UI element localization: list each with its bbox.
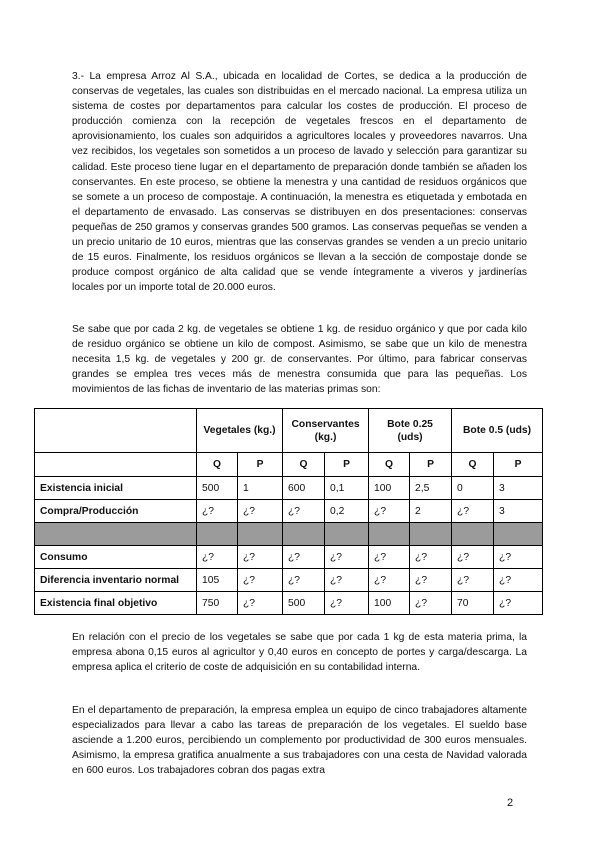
row-label: Diferencia inventario normal — [35, 569, 197, 592]
table-row-existencia-final — [35, 592, 543, 615]
table-cell: ¿? — [452, 500, 494, 523]
table-row-existencia-inicial — [35, 477, 543, 500]
separator-cell — [35, 523, 197, 546]
separator-cell — [283, 523, 325, 546]
table-cell: ¿? — [369, 500, 410, 523]
group-header-bote-025: Bote 0.25 (uds) — [369, 409, 452, 453]
table-header-subcolumns — [35, 453, 543, 477]
preparation-department-paragraph: En el departamento de preparación, la empresa emplea un equipo de cinco trabajadores altamente especializados para llevar a cabo las tareas de preparación de los vegetales. El sueldo base asciende a 1.200 euros, percibiendo un complemento por productividad de 300 euros mensuales. Asimismo, la empresa gratifica anualmente a sus trabajadores con una cesta de Navidad valorada en 600 euros. Los trabajadores cobran dos pagas extra — [72, 705, 527, 777]
table-row-diferencia-inventario — [35, 569, 543, 592]
group-header-vegetales: Vegetales (kg.) — [197, 409, 283, 453]
table-cell: ¿? — [452, 569, 494, 592]
subheader-cell: P — [494, 453, 543, 477]
table-cell: ¿? — [238, 569, 283, 592]
table-cell: ¿? — [369, 546, 410, 569]
table-cell: ¿? — [410, 546, 452, 569]
table-cell: 1 — [238, 477, 283, 500]
table-cell: ¿? — [325, 592, 369, 615]
table-cell: 70 — [452, 592, 494, 615]
table-cell: ¿? — [494, 569, 543, 592]
table-cell: ¿? — [369, 569, 410, 592]
separator-cell — [238, 523, 283, 546]
table-cell: 100 — [369, 592, 410, 615]
table-header-groups — [35, 409, 543, 453]
table-cell: 500 — [283, 592, 325, 615]
table-cell: ¿? — [238, 500, 283, 523]
conversion-rates-paragraph: Se sabe que por cada 2 kg. de vegetales se obtiene 1 kg. de residuo orgánico y que por cada kilo de residuo orgánico se obtiene un kilo de compost. Asimismo, se sabe que un kilo de menestra necesita 1,5 kg. de vegetales y 200 gr. de conservantes. Por último, para fabricar conservas grandes se emplea tres veces más de menestra consumida que para las pequeñas. Los movimientos de las fichas de inventario de las materias primas son: — [72, 324, 527, 396]
row-label: Consumo — [35, 546, 197, 569]
table-cell: 100 — [369, 477, 410, 500]
row-label: Existencia final objetivo — [35, 592, 197, 615]
row-label: Compra/Producción — [35, 500, 197, 523]
separator-cell — [410, 523, 452, 546]
table-cell: ¿? — [283, 546, 325, 569]
subheader-cell: P — [325, 453, 369, 477]
table-cell: ¿? — [238, 592, 283, 615]
separator-cell — [197, 523, 238, 546]
table-cell: 0,1 — [325, 477, 369, 500]
subheader-cell: P — [410, 453, 452, 477]
table-cell: 2 — [410, 500, 452, 523]
table-cell: 3 — [494, 477, 543, 500]
table-cell: ¿? — [197, 500, 238, 523]
table-cell: ¿? — [197, 546, 238, 569]
table-cell: 3 — [494, 500, 543, 523]
table-cell: ¿? — [410, 592, 452, 615]
table-cell: ¿? — [452, 546, 494, 569]
table-cell: ¿? — [325, 546, 369, 569]
subheader-cell: Q — [369, 453, 410, 477]
group-header-conservantes: Conservantes (kg.) — [283, 409, 369, 453]
table-cell: ¿? — [410, 569, 452, 592]
problem-statement-paragraph: 3.- La empresa Arroz Al S.A., ubicada en localidad de Cortes, se dedica a la producción de conservas de vegetales, las cuales son distribuidas en el mercado nacional. La empresa utiliza un sistema de costes por departamentos para calcular los costes de producción. El proceso de producción comienza con la recepción de vegetales frescos en el departamento de aprovisionamiento, los cuales son adquiridos a agricultores locales y proveedores navarros. Una vez recibidos, los vegetales son sometidos a un proceso de lavado y selección para garantizar su calidad. Este proceso tiene lugar en el departamento de preparación donde también se añaden los conservantes. En este proceso, se obtiene la menestra y una cantidad de residuos orgánicos que se somete a un proceso de compostaje. A continuación, la menestra es etiquetada y embotada en el departamento de envasado. Las conservas se distribuyen en dos presentaciones: conservas pequeñas de 250 gramos y conservas grandes 500 gramos. Las conservas pequeñas se venden a un precio unitario de 10 euros, mientras que las conservas grandes se venden a un precio unitario de 15 euros. Finalmente, los residuos orgánicos se llevan a la sección de compostaje donde se produce compost orgánico de alta calidad que se vende íntegramente a viveros y jardinerías locales por un importe total de 20.000 euros. — [72, 71, 527, 294]
separator-cell — [369, 523, 410, 546]
table-cell: ¿? — [325, 569, 369, 592]
subheader-cell: P — [238, 453, 283, 477]
row-label: Existencia inicial — [35, 477, 197, 500]
table-cell: 0 — [452, 477, 494, 500]
page-number: 2 — [507, 797, 514, 809]
table-corner-cell — [35, 453, 197, 477]
table-row-compra-produccion — [35, 500, 543, 523]
table-cell: 500 — [197, 477, 238, 500]
table-corner-cell — [35, 409, 197, 453]
group-header-bote-05: Bote 0.5 (uds) — [452, 409, 543, 453]
separator-cell — [452, 523, 494, 546]
separator-cell — [325, 523, 369, 546]
table-cell: ¿? — [494, 546, 543, 569]
table-cell: 750 — [197, 592, 238, 615]
table-row-consumo — [35, 546, 543, 569]
table-cell: ¿? — [238, 546, 283, 569]
inventory-table — [34, 408, 543, 615]
table-cell: ¿? — [494, 592, 543, 615]
table-cell: 0,2 — [325, 500, 369, 523]
subheader-cell: Q — [197, 453, 238, 477]
subheader-cell: Q — [283, 453, 325, 477]
table-cell: ¿? — [283, 500, 325, 523]
table-cell: 600 — [283, 477, 325, 500]
table-cell: 105 — [197, 569, 238, 592]
table-row-separator — [35, 523, 543, 546]
table-cell: 2,5 — [410, 477, 452, 500]
subheader-cell: Q — [452, 453, 494, 477]
separator-cell — [494, 523, 543, 546]
vegetable-price-paragraph: En relación con el precio de los vegetales se sabe que por cada 1 kg de esta materia prima, la empresa abona 0,15 euros al agricultor y 0,40 euros en concepto de portes y carga/descarga. La empresa aplica el criterio de coste de adquisición en su contabilidad interna. — [72, 632, 527, 674]
table-cell: ¿? — [283, 569, 325, 592]
